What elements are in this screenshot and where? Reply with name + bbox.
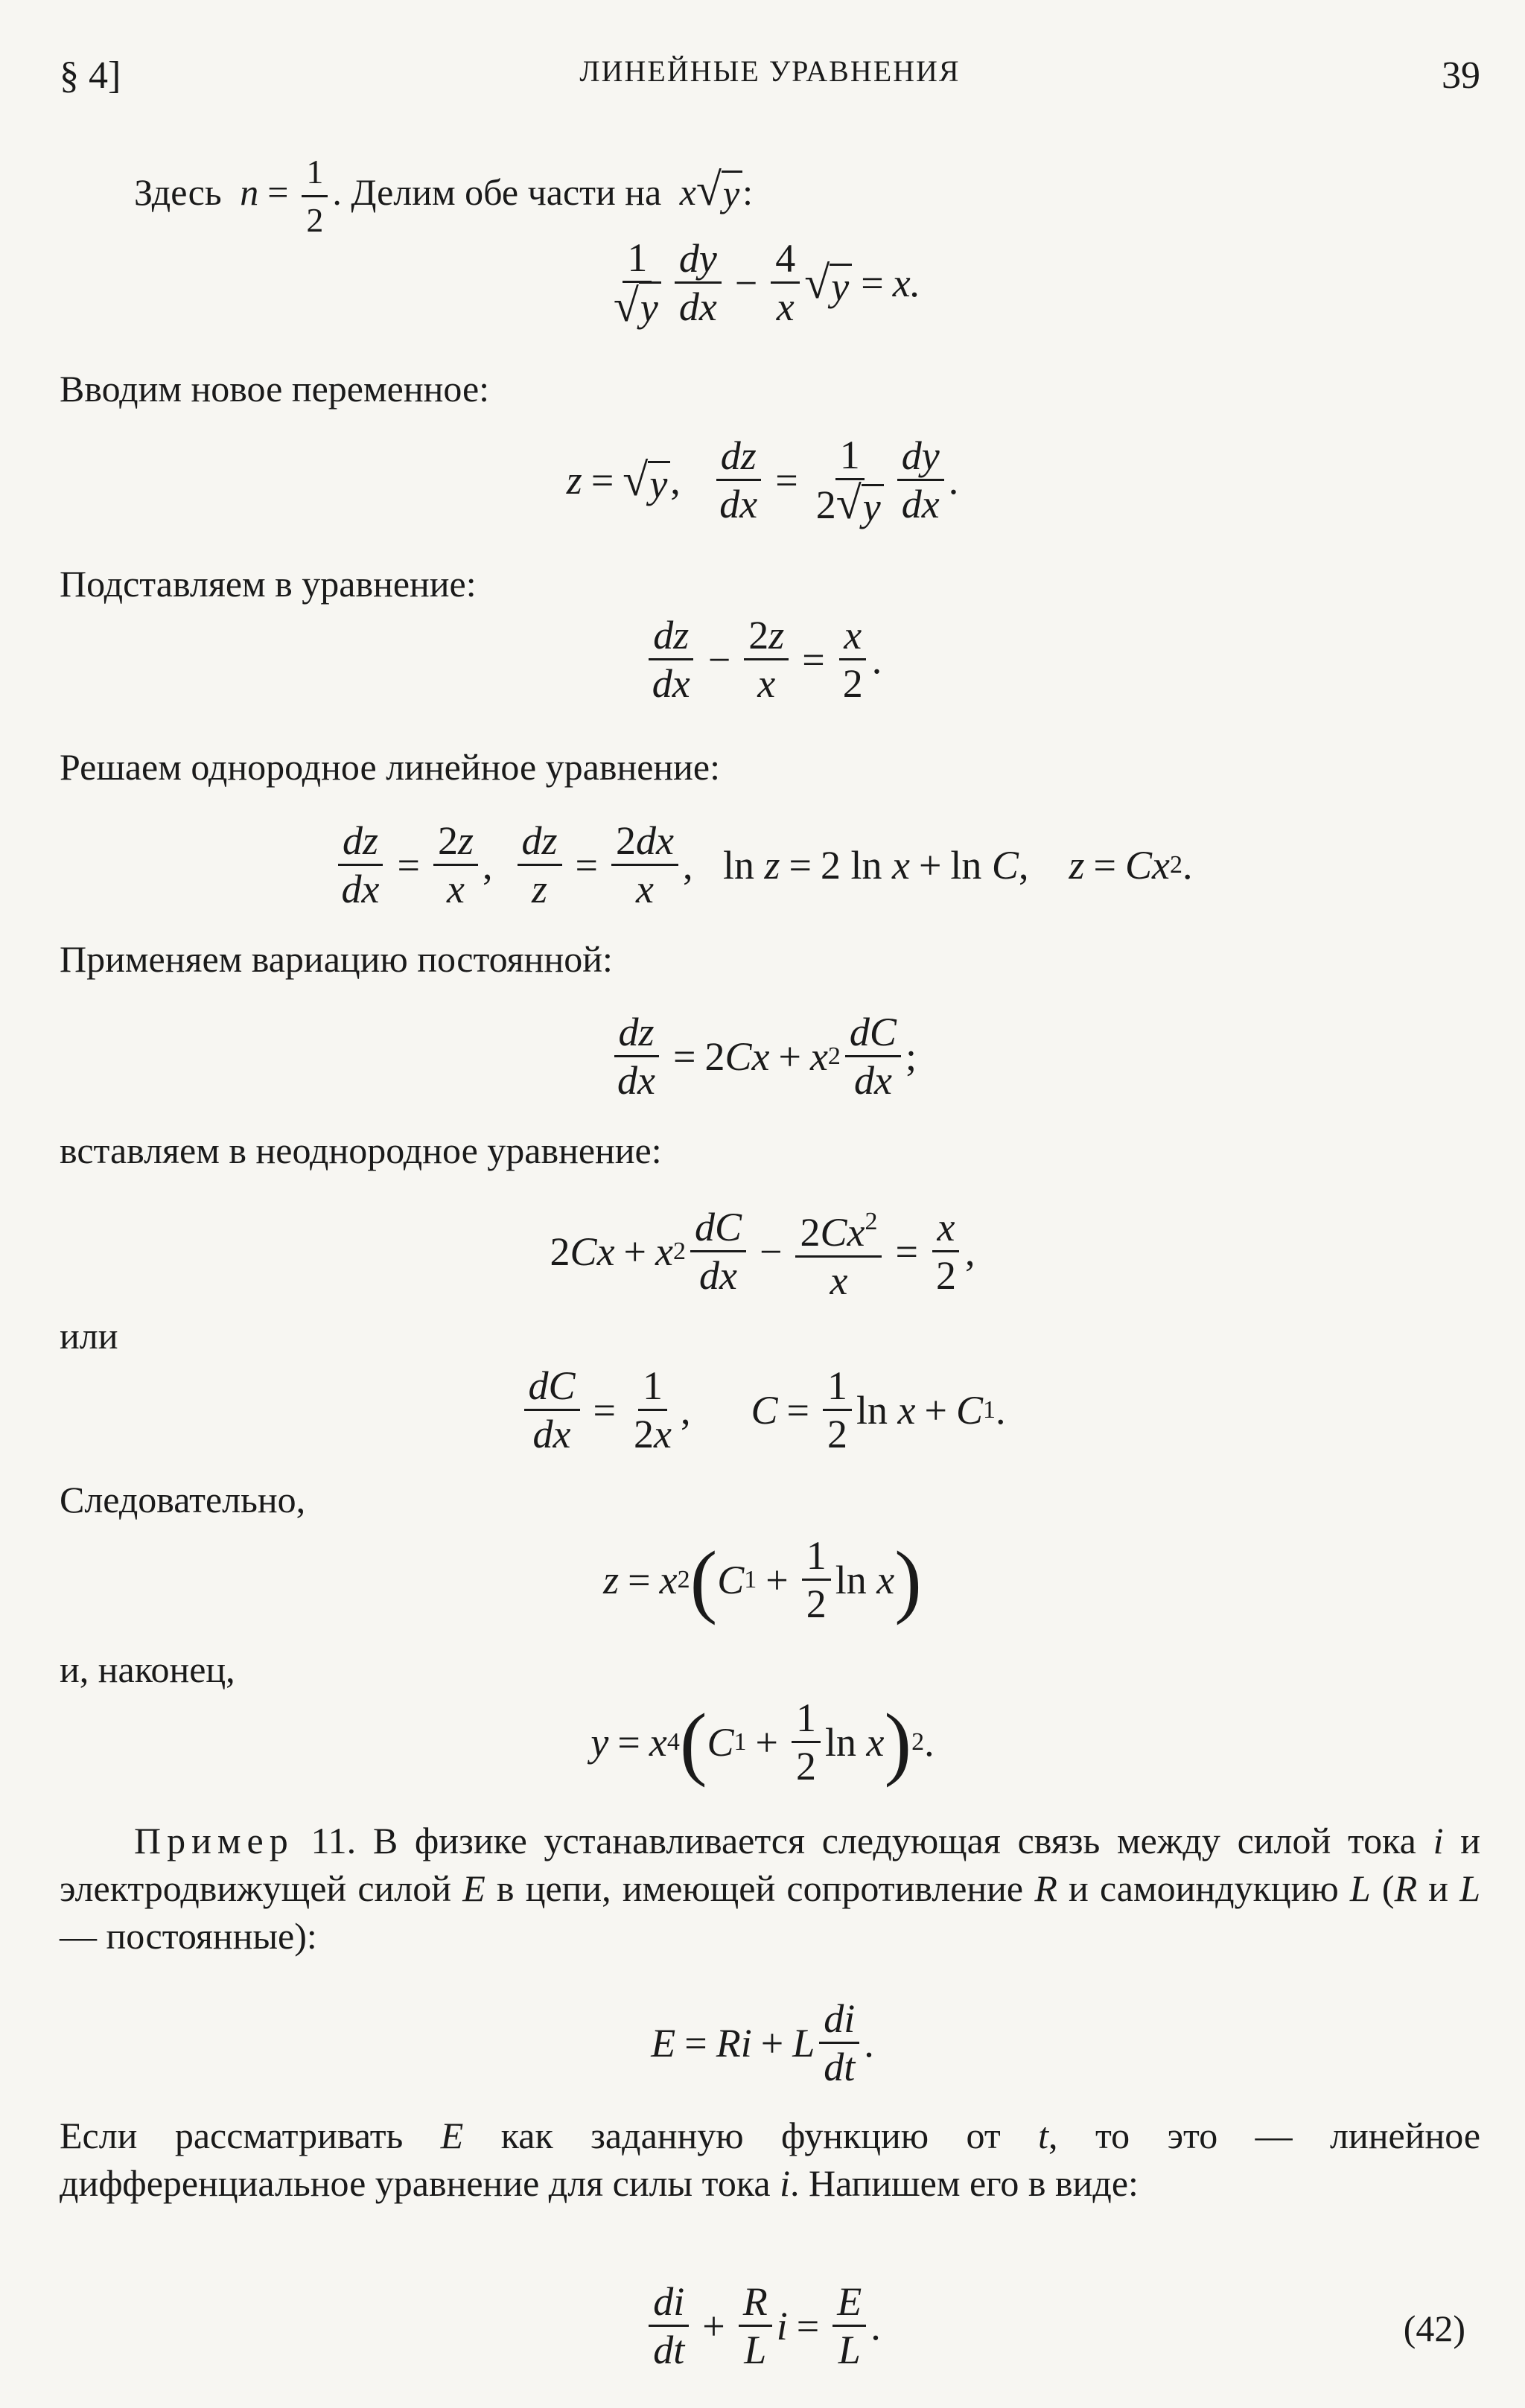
paragraph-8: Следовательно, [60, 1479, 306, 1520]
running-title: ЛИНЕЙНЫЕ УРАВНЕНИЯ [579, 54, 961, 88]
equation-5: $\frac{dz}{dx}$ = 2 Cx + x 2 $\frac{dC}{dx}$ ; [0, 1009, 1525, 1103]
example-11-paragraph: Пример 11. В физике устанавливается следующая связь между силой тока i и электродвижущей силой E в цепи, имеющей сопротивление R и самоиндукцию L (R и L— постоянные): [60, 1820, 1481, 1957]
paragraph-6: вставляем в неоднородное уравнение: [60, 1130, 662, 1171]
paragraph-5: Применяем вариацию постоянной: [60, 938, 613, 980]
paragraph-4: Решаем однородное линейное уравнение: [60, 746, 721, 788]
page-number: 39 [1442, 54, 1480, 97]
equation-9: y = x 4 ( C 1 + $\frac{1}{2}$ ln x ) 2 . [590, 1695, 935, 1789]
equation-10: E = Ri + L $\frac{di}{dt}$ . [651, 1996, 874, 2089]
paragraph-2: Вводим новое переменное: [60, 368, 490, 410]
equation-6: 2 Cx + x 2 $\frac{dC}{dx}$ − $\frac{2Cx^2}{x}$ = $\frac{x}{2}$ , [0, 1199, 1525, 1304]
page-header [60, 54, 1480, 98]
equation-8: z = x 2 ( C 1 + $\frac{1}{2}$ ln x ) [603, 1533, 922, 1626]
section-mark: § 4] [60, 54, 121, 97]
equation-2: z = √ y , $\frac{dz}{dx}$ = 1 2 √ y $\frac{dy}{dx}$ . [566, 433, 959, 529]
paragraph-9: и, наконец, [60, 1649, 235, 1690]
paragraph-1: Здесь n = $\frac{1}{2}$ . Делим обе части на x √ y : [134, 149, 1480, 243]
equation-1: $\frac{1}{√y}$ $\frac{dy}{dx}$ − $\frac{4}{x}$ √ y = x. [613, 235, 921, 331]
paragraph-7: или [60, 1315, 118, 1357]
equation-11: $\frac{di}{dt}$ + $\frac{R}{L}$ i = $\frac{E}{L}$ . [0, 2278, 1525, 2373]
equation-3: $\frac{dz}{dx}$ − $\frac{2z}{x}$ = $\frac{x}{2}$ . [0, 612, 1525, 707]
equation-number: (42) [1403, 2307, 1465, 2349]
equation-7: $\frac{dC}{dx}$ = $\frac{1}{2x}$ , C = $\frac{1}{2}$ ln x + C 1 . [0, 1363, 1525, 1457]
equation-4: $\frac{dz}{dx}$ = $\frac{2z}{x}$ , $\frac{dz}{z}$ = $\frac{2dx}{x}$ , ln z = 2 ln x + ln C , z = Cx 2 . [0, 818, 1525, 912]
paragraph-10: Если рассматривать E как заданную функцию от t, то это — линейное дифференциальное уравнение для силы тока i. Напишем его в виде: [60, 2115, 1481, 2204]
paragraph-3: Подставляем в уравнение: [60, 563, 477, 605]
